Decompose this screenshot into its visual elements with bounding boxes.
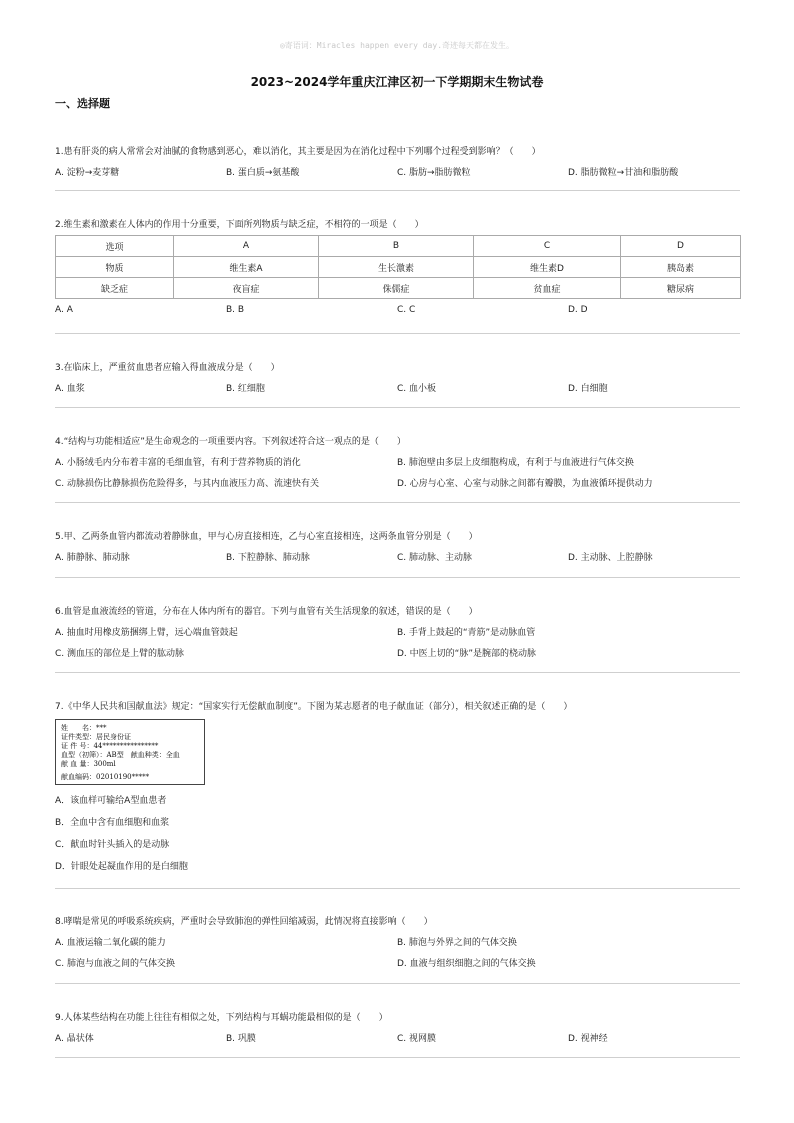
option-d[interactable]: D. 视神经: [568, 1034, 608, 1044]
option-row: [55, 552, 740, 573]
option-b[interactable]: B．全血中含有血细胞和血浆: [55, 818, 170, 828]
table-cell: 夜盲症: [174, 278, 319, 299]
divider: [55, 1057, 740, 1058]
option-b[interactable]: B. 蛋白质→氨基酸: [226, 168, 300, 178]
divider: [55, 190, 740, 191]
table-cell: 物质: [56, 257, 174, 278]
option-a[interactable]: A. A: [55, 305, 73, 315]
option-a[interactable]: A. 肺静脉、肺动脉: [55, 553, 130, 563]
table-cell: 维生素D: [474, 257, 621, 278]
page-title: 2023~2024学年重庆江津区初一下学期期末生物试卷: [250, 75, 544, 89]
question-stem: 3.在临床上，严重贫血患者应输入得血液成分是（ ）: [55, 363, 280, 373]
option-row: [55, 167, 740, 188]
question-1: [55, 146, 740, 188]
cert-line: 证 件 号：44****************: [61, 742, 159, 750]
option-row: [55, 457, 740, 478]
question-3: [55, 362, 740, 404]
question-stem: 4.“结构与功能相适应”是生命观念的一项重要内容。下列叙述符合这一观点的是（ ）: [55, 437, 406, 447]
table-cell: D: [621, 236, 741, 257]
option-a[interactable]: A. 淀粉→麦芽糖: [55, 168, 120, 178]
question-stem: 2.维生素和激素在人体内的作用十分重要，下面所列物质与缺乏症，不相符的一项是（ ）: [55, 220, 424, 230]
option-row: [55, 958, 740, 979]
option-c[interactable]: C. 脂肪→脂肪微粒: [397, 168, 471, 178]
question-9: [55, 1012, 740, 1054]
table-cell: C: [474, 236, 621, 257]
table-cell: A: [174, 236, 319, 257]
table-cell: 维生素A: [174, 257, 319, 278]
question-stem: 5.甲、乙两条血管内都流动着静脉血，甲与心房直接相连，乙与心室直接相连，这两条血管分别是（ ）: [55, 532, 478, 542]
question-4: [55, 436, 740, 499]
table-cell: 胰岛素: [621, 257, 741, 278]
option-row: [55, 304, 740, 325]
cert-line: 证件类型：居民身份证: [61, 733, 131, 741]
option-b[interactable]: B. 肺泡壁由多层上皮细胞构成，有利于与血液进行气体交换: [397, 458, 634, 468]
option-c[interactable]: C. 视网膜: [397, 1034, 437, 1044]
option-a[interactable]: A．该血样可输给A型血患者: [55, 796, 167, 806]
table-cell: 生长激素: [319, 257, 474, 278]
question-stem: 9.人体某些结构在功能上往往有相似之处，下列结构与耳蜗功能最相似的是（ ）: [55, 1013, 388, 1023]
divider: [55, 577, 740, 578]
option-d[interactable]: D．针眼处起凝血作用的是白细胞: [55, 862, 188, 872]
option-a[interactable]: A. 抽血时用橡皮筋捆绑上臂，远心端血管鼓起: [55, 628, 238, 638]
option-a[interactable]: A. 小肠绒毛内分布着丰富的毛细血管，有利于营养物质的消化: [55, 458, 301, 468]
option-row: [55, 627, 740, 648]
option-d[interactable]: D. 心房与心室、心室与动脉之间都有瓣膜，为血液循环提供动力: [397, 479, 653, 489]
question-5: [55, 531, 740, 573]
option-a[interactable]: A. 晶状体: [55, 1034, 94, 1044]
data-table: [55, 235, 741, 299]
option-d[interactable]: D. 白细胞: [568, 384, 608, 394]
option-c[interactable]: C. 肺泡与血液之间的气体交换: [55, 959, 176, 969]
option-c[interactable]: C. 肺动脉、主动脉: [397, 553, 473, 563]
table-cell: 缺乏症: [56, 278, 174, 299]
table-cell: B: [319, 236, 474, 257]
divider: [55, 983, 740, 984]
option-row: [55, 478, 740, 499]
option-row: [55, 383, 740, 404]
table-cell: 贫血症: [474, 278, 621, 299]
cert-line: 姓 名：***: [61, 724, 107, 732]
question-stem: 6.血管是血液流经的管道，分布在人体内所有的器官。下列与血管有关生活现象的叙述，错误的是（ ）: [55, 607, 478, 617]
table-row: [56, 236, 741, 257]
option-row: [55, 648, 740, 669]
watermark: ◎寄语词：Miracles happen every day.奇迹每天都在发生。: [279, 41, 515, 50]
option-b[interactable]: B. 巩膜: [226, 1034, 256, 1044]
question-2: [55, 219, 740, 325]
option-b[interactable]: B. 下腔静脉、肺动脉: [226, 553, 310, 563]
table-cell: 糖尿病: [621, 278, 741, 299]
option-b[interactable]: B. 肺泡与外界之间的气体交换: [397, 938, 517, 948]
question-stem: 8.哮喘是常见的呼吸系统疾病，严重时会导致肺泡的弹性回缩减弱，此情况将直接影响（ ）: [55, 917, 433, 927]
question-stem: 7.《中华人民共和国献血法》规定：“国家实行无偿献血制度”。下图为某志愿者的电子献血证（部分），相关叙述正确的是（ ）: [55, 702, 573, 712]
cert-line: 血型（初筛）：AB型 献血种类：全血: [61, 751, 180, 759]
option-d[interactable]: D. 脂肪微粒→甘油和脂肪酸: [568, 168, 679, 178]
option-b[interactable]: B. 手背上鼓起的“青筋”是动脉血管: [397, 628, 536, 638]
table-cell: 选项: [56, 236, 174, 257]
option-a[interactable]: A. 血浆: [55, 384, 85, 394]
option-c[interactable]: C. 动脉损伤比静脉损伤危险得多，与其内血液压力高、流速快有关: [55, 479, 320, 489]
question-8: [55, 916, 740, 979]
divider: [55, 502, 740, 503]
option-c[interactable]: C. C: [397, 305, 416, 315]
option-row: [55, 1033, 740, 1054]
divider: [55, 333, 740, 334]
table-cell: 侏儒症: [319, 278, 474, 299]
option-a[interactable]: A. 血液运输二氧化碳的能力: [55, 938, 166, 948]
divider: [55, 672, 740, 673]
section-heading: 一、选择题: [55, 97, 110, 110]
question-stem: 1.患有肝炎的病人常常会对油腻的食物感到恶心，难以消化，其主要是因为在消化过程中下列哪个过程受到影响？（ ）: [55, 147, 541, 157]
table-row: [56, 257, 741, 278]
option-b[interactable]: B. 红细胞: [226, 384, 265, 394]
option-row: [55, 937, 740, 958]
option-c[interactable]: C. 测血压的部位是上臂的肱动脉: [55, 649, 185, 659]
blood-donation-certificate: [55, 719, 205, 785]
option-d[interactable]: D. 血液与组织细胞之间的气体交换: [397, 959, 536, 969]
divider: [55, 888, 740, 889]
cert-line: 献 血 量：300ml: [61, 760, 116, 768]
option-c[interactable]: C. 血小板: [397, 384, 437, 394]
option-d[interactable]: D. 主动脉、上腔静脉: [568, 553, 653, 563]
option-c[interactable]: C．献血时针头插入的是动脉: [55, 840, 170, 850]
question-7: [55, 701, 740, 883]
cert-line: 献血编码：02010190*****: [61, 773, 150, 781]
divider: [55, 407, 740, 408]
option-d[interactable]: D. D: [568, 305, 588, 315]
option-d[interactable]: D. 中医上切的“脉”是腕部的桡动脉: [397, 649, 536, 659]
table-row: [56, 278, 741, 299]
question-6: [55, 606, 740, 669]
option-b[interactable]: B. B: [226, 305, 245, 315]
